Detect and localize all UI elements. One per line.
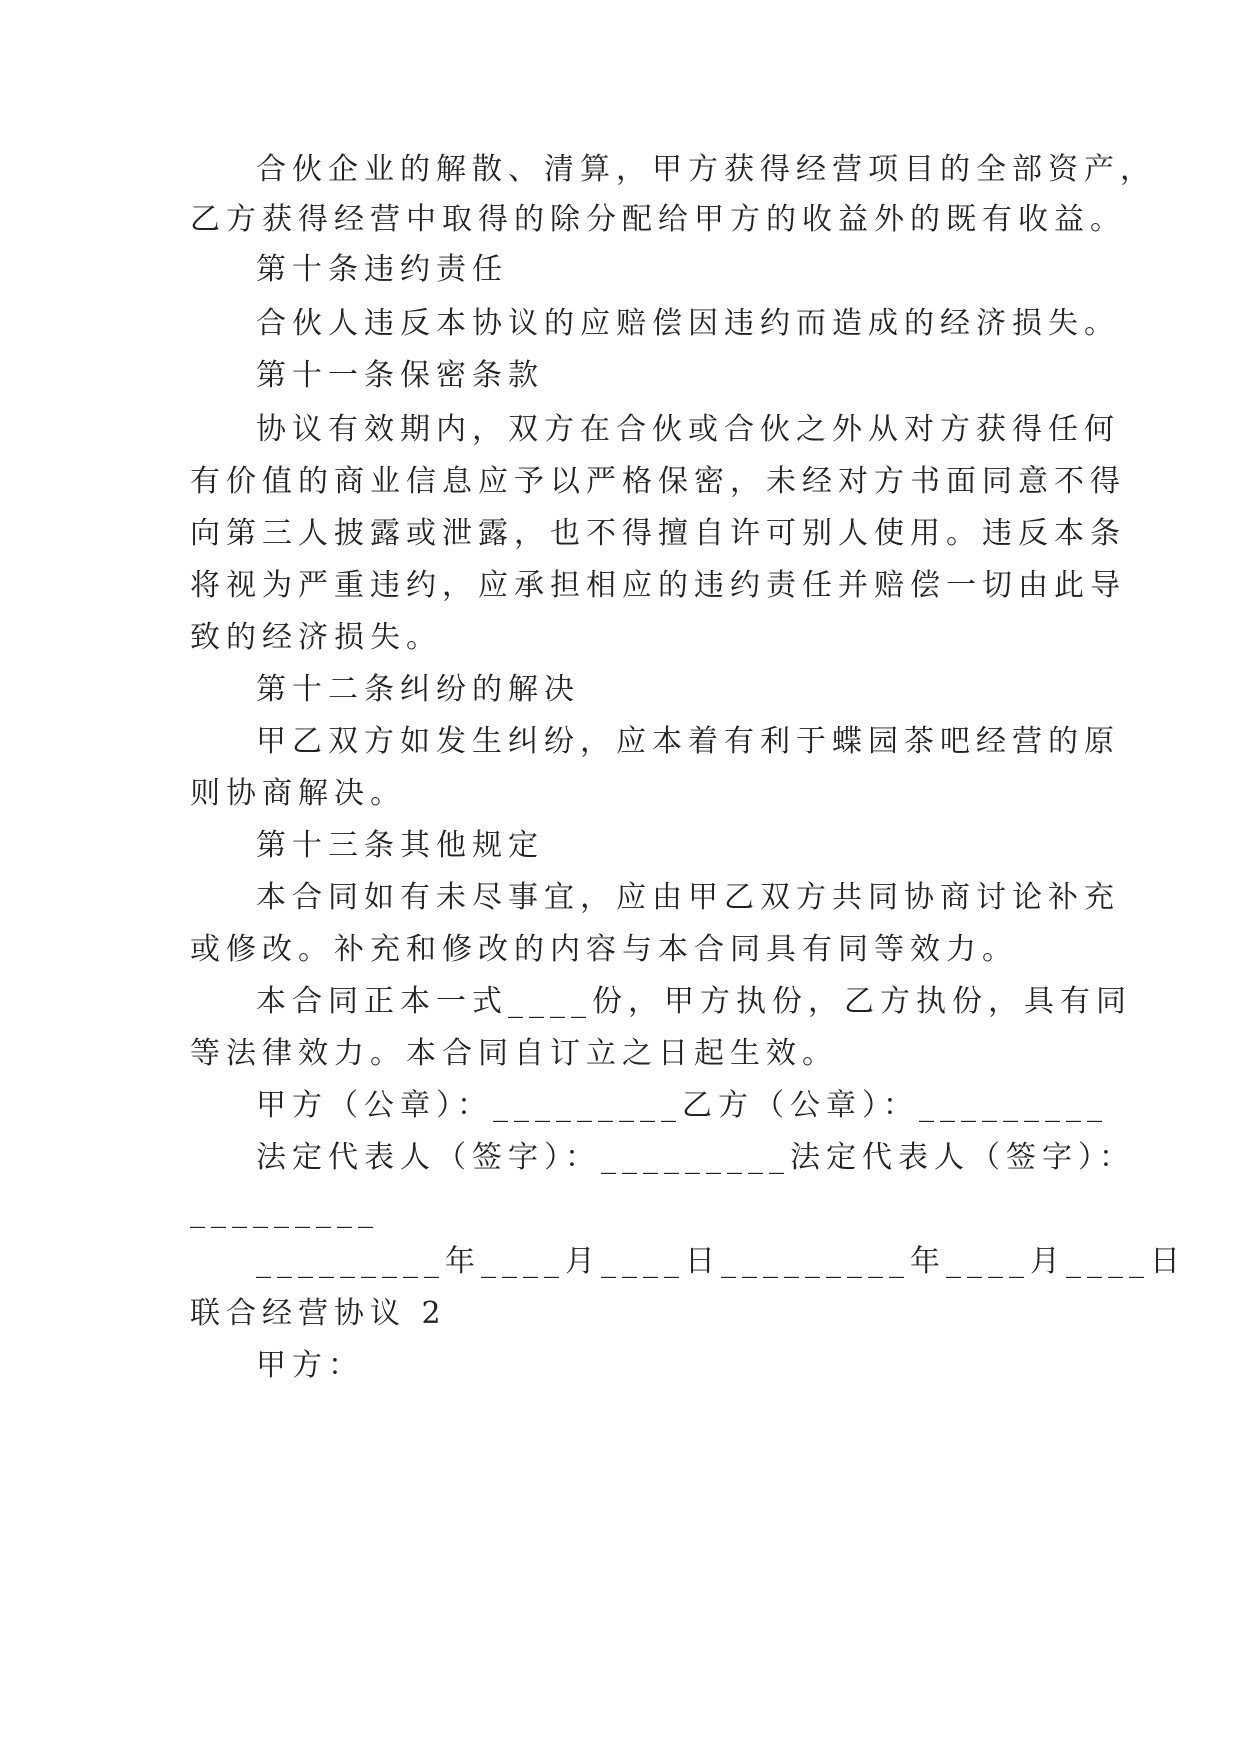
section-heading: 第十三条其他规定 — [256, 828, 544, 863]
party-a-label: 甲方： — [256, 1348, 364, 1383]
paragraph-line: 向第三人披露或泄露，也不得擅自许可别人使用。违反本条 — [190, 516, 1126, 551]
paragraph-line: 有价值的商业信息应予以严格保密，未经对方书面同意不得 — [190, 464, 1126, 499]
signature-blank: _________ — [190, 1194, 379, 1229]
section-heading: 第十条违约责任 — [256, 252, 508, 287]
paragraph-line: 合伙人违反本协议的应赔偿因违约而造成的经济损失。 — [256, 306, 1120, 341]
paragraph-line: 乙方获得经营中取得的除分配给甲方的收益外的既有收益。 — [190, 202, 1126, 237]
paragraph-line: 本合同如有未尽事宜，应由甲乙双方共同协商讨论补充 — [256, 880, 1120, 915]
paragraph-line: 本合同正本一式____份，甲方执份，乙方执份，具有同 — [256, 984, 1132, 1019]
document-title: 联合经营协议 2 — [190, 1296, 447, 1331]
signature-line-seal: 甲方（公章）：_________乙方（公章）：_________ — [256, 1088, 1108, 1123]
section-heading: 第十一条保密条款 — [256, 358, 544, 393]
section-heading: 第十二条纠纷的解决 — [256, 672, 580, 707]
paragraph-line: 等法律效力。本合同自订立之日起生效。 — [190, 1036, 838, 1071]
paragraph-line: 则协商解决。 — [190, 776, 406, 811]
date-line: _________年____月____日_________年____月____日 — [256, 1244, 1186, 1279]
signature-line-representative: 法定代表人（签字）：_________法定代表人（签字）： — [256, 1140, 1135, 1175]
paragraph-line: 协议有效期内，双方在合伙或合伙之外从对方获得任何 — [256, 412, 1120, 447]
paragraph-line: 致的经济损失。 — [190, 620, 442, 655]
paragraph-line: 甲乙双方如发生纠纷，应本着有利于蝶园茶吧经营的原 — [256, 724, 1120, 759]
paragraph-line: 或修改。补充和修改的内容与本合同具有同等效力。 — [190, 932, 1018, 967]
paragraph-line: 将视为严重违约，应承担相应的违约责任并赔偿一切由此导 — [190, 568, 1126, 603]
paragraph-line: 合伙企业的解散、清算，甲方获得经营项目的全部资产， — [256, 152, 1156, 187]
